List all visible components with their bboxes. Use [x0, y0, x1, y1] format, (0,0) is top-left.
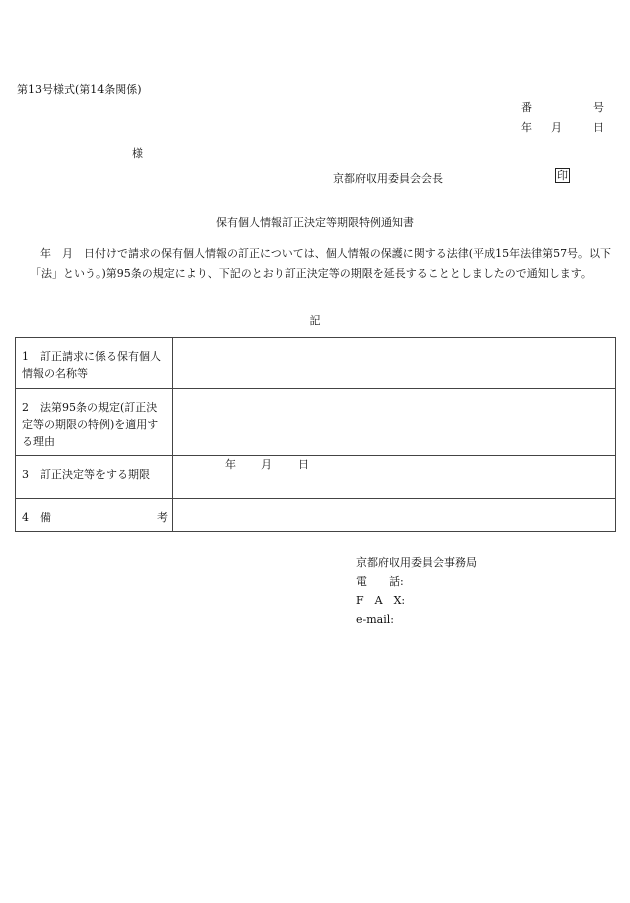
deadline-day: 日: [298, 458, 309, 471]
issue-date-year: 年: [521, 121, 532, 134]
form-number: 第13号様式(第14条関係): [17, 83, 142, 96]
row-number: 1: [22, 350, 29, 363]
document-number-label: 番: [521, 101, 532, 114]
row-value-cell[interactable]: [173, 338, 616, 389]
row-value-cell[interactable]: [173, 499, 616, 532]
document-number-suffix: 号: [593, 101, 604, 114]
details-table: [15, 337, 616, 532]
table-row: [16, 499, 616, 532]
row-label: [16, 499, 173, 532]
document-title: 保有個人情報訂正決定等期限特例通知書: [216, 216, 414, 229]
row-label-text-right: 考: [157, 511, 168, 524]
row-label-text: 備: [40, 511, 51, 524]
row-value-cell[interactable]: [173, 389, 616, 456]
row-number: 3: [22, 468, 29, 481]
table-row: [16, 389, 616, 456]
table-row: [16, 338, 616, 389]
issue-date: [521, 119, 604, 135]
table-row: [16, 456, 616, 499]
issue-date-month: 月: [551, 121, 562, 134]
issue-date-day: 日: [593, 121, 604, 134]
phone-label: 電 話:: [356, 575, 404, 588]
deadline-date: [173, 456, 615, 472]
row-label: [16, 338, 173, 389]
row-label-text: 訂正決定等をする期限: [40, 468, 150, 481]
ki-heading: 記: [309, 314, 321, 327]
row-label-text: 訂正請求に係る保有個人情報の名称等: [22, 350, 161, 380]
deadline-year: 年: [225, 458, 236, 471]
row-number: 4: [22, 511, 29, 524]
office-name: 京都府収用委員会事務局: [356, 556, 477, 569]
body-paragraph: 年 月 日付けで請求の保有個人情報の訂正については、個人情報の保護に関する法律(平成15年法律第57号。以下「法」という。)第95条の規定により、下記のとおり訂正決定等の期限を延長することとしましたので通知します。: [30, 247, 612, 280]
row-number: 2: [22, 401, 29, 414]
deadline-month: 月: [261, 458, 272, 471]
office-contact: [356, 553, 477, 629]
row-label: [16, 389, 173, 456]
addressee: 様: [132, 147, 143, 160]
fax-label: F A X:: [356, 594, 406, 607]
row-label: [16, 456, 173, 499]
row-label-text: 法第95条の規定(訂正決定等の期限の特例)を適用する理由: [22, 401, 159, 448]
email-label: e-mail:: [356, 613, 394, 626]
deadline-cell[interactable]: [173, 456, 616, 499]
sender-title: 京都府収用委員会会長: [333, 172, 443, 185]
seal-stamp: 印: [557, 169, 568, 182]
